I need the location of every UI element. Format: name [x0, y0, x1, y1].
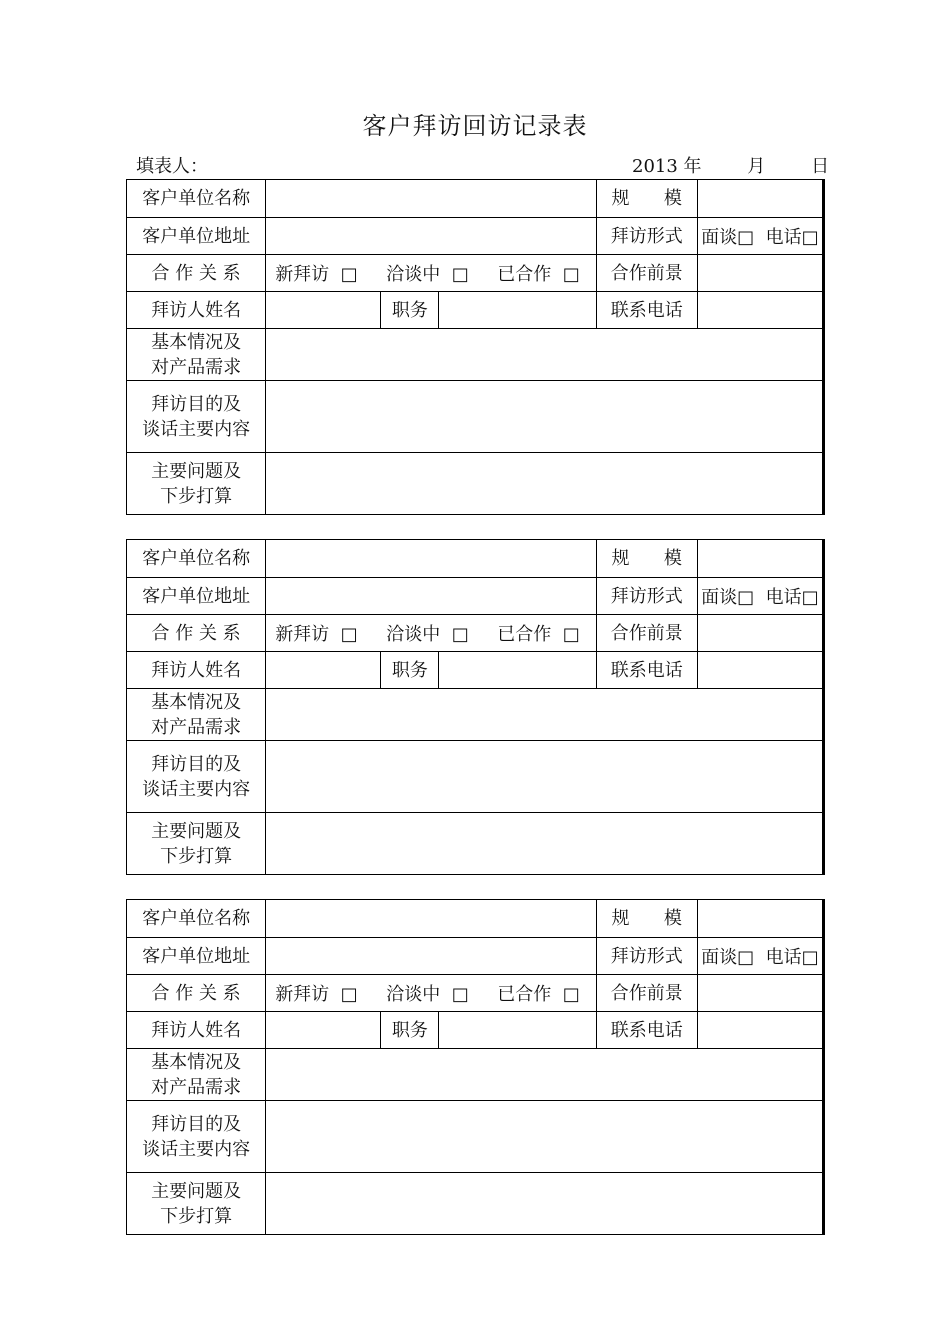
- basic-info-field[interactable]: [266, 689, 824, 741]
- scale-label: 规 模: [596, 180, 697, 218]
- customer-address-label: 客户单位地址: [127, 938, 266, 975]
- visit-form-options[interactable]: 面谈□ 电话□: [697, 938, 823, 975]
- issues-label-line1: 主要问题及: [151, 460, 242, 482]
- issues-label: [127, 813, 266, 875]
- prospect-label: 合作前景: [596, 615, 697, 652]
- visit-record-table-1: [126, 179, 825, 515]
- customer-name-label: 客户单位名称: [127, 540, 266, 578]
- customer-name-label: 客户单位名称: [127, 180, 266, 218]
- customer-address-field[interactable]: [266, 938, 596, 975]
- customer-name-field[interactable]: [266, 540, 596, 578]
- visit-form-label: 拜访形式: [596, 938, 697, 975]
- visitor-name-label: 拜访人姓名: [127, 1012, 266, 1049]
- issues-label-line2: 下步打算: [160, 485, 233, 507]
- phone-label: 联系电话: [596, 1012, 697, 1049]
- purpose-label-line2: 谈话主要内容: [142, 778, 251, 800]
- purpose-label-line1: 拜访目的及: [151, 753, 242, 775]
- purpose-label: [127, 741, 266, 813]
- visitor-name-field[interactable]: [266, 652, 381, 689]
- issues-label: [127, 453, 266, 515]
- customer-address-field[interactable]: [266, 578, 596, 615]
- basic-info-label: [127, 689, 266, 741]
- position-label: 职务: [381, 652, 439, 689]
- visit-form-label: 拜访形式: [596, 218, 697, 255]
- prospect-field[interactable]: [697, 975, 823, 1012]
- filler-label: 填表人：: [136, 156, 208, 177]
- cooperation-label: 合 作 关 系: [127, 615, 266, 652]
- visit-form-options[interactable]: 面谈□ 电话□: [697, 578, 823, 615]
- cooperation-options[interactable]: 新拜访 □ 洽谈中 □ 已合作 □: [266, 975, 596, 1012]
- phone-field[interactable]: [697, 1012, 823, 1049]
- page-title: 客户拜访回访记录表: [362, 112, 588, 140]
- cooperation-label: 合 作 关 系: [127, 975, 266, 1012]
- purpose-label-line1: 拜访目的及: [151, 393, 242, 415]
- visit-record-table-2: [126, 539, 825, 875]
- phone-label: 联系电话: [596, 652, 697, 689]
- date-line: 2013 年 月 日: [632, 156, 830, 177]
- visit-form-options[interactable]: 面谈□ 电话□: [697, 218, 823, 255]
- phone-field[interactable]: [697, 292, 823, 329]
- prospect-field[interactable]: [697, 615, 823, 652]
- prospect-label: 合作前景: [596, 255, 697, 292]
- customer-address-field[interactable]: [266, 218, 596, 255]
- basic-info-label-line1: 基本情况及: [151, 331, 242, 353]
- visitor-name-label: 拜访人姓名: [127, 652, 266, 689]
- purpose-field[interactable]: [266, 381, 824, 453]
- basic-info-label-line2: 对产品需求: [151, 716, 242, 738]
- issues-label: [127, 1173, 266, 1235]
- purpose-label: [127, 1101, 266, 1173]
- customer-name-label: 客户单位名称: [127, 900, 266, 938]
- visitor-name-field[interactable]: [266, 292, 381, 329]
- basic-info-label-line2: 对产品需求: [151, 356, 242, 378]
- scale-field[interactable]: [697, 540, 823, 578]
- basic-info-label: [127, 1049, 266, 1101]
- issues-label-line1: 主要问题及: [151, 820, 242, 842]
- cooperation-options[interactable]: 新拜访 □ 洽谈中 □ 已合作 □: [266, 615, 596, 652]
- issues-label-line2: 下步打算: [160, 1205, 233, 1227]
- position-field[interactable]: [439, 1012, 596, 1049]
- visit-record-table-3: [126, 899, 825, 1235]
- basic-info-label-line2: 对产品需求: [151, 1076, 242, 1098]
- issues-label-line1: 主要问题及: [151, 1180, 242, 1202]
- purpose-label-line2: 谈话主要内容: [142, 418, 251, 440]
- scale-field[interactable]: [697, 180, 823, 218]
- purpose-label: [127, 381, 266, 453]
- issues-field[interactable]: [266, 1173, 824, 1235]
- visit-form-label: 拜访形式: [596, 578, 697, 615]
- prospect-field[interactable]: [697, 255, 823, 292]
- prospect-label: 合作前景: [596, 975, 697, 1012]
- issues-field[interactable]: [266, 813, 824, 875]
- customer-name-field[interactable]: [266, 180, 596, 218]
- basic-info-label-line1: 基本情况及: [151, 691, 242, 713]
- position-label: 职务: [381, 292, 439, 329]
- basic-info-label-line1: 基本情况及: [151, 1051, 242, 1073]
- scale-label: 规 模: [596, 540, 697, 578]
- position-field[interactable]: [439, 292, 596, 329]
- visitor-name-field[interactable]: [266, 1012, 381, 1049]
- scale-field[interactable]: [697, 900, 823, 938]
- customer-address-label: 客户单位地址: [127, 578, 266, 615]
- scale-label: 规 模: [596, 900, 697, 938]
- cooperation-label: 合 作 关 系: [127, 255, 266, 292]
- purpose-field[interactable]: [266, 741, 824, 813]
- issues-field[interactable]: [266, 453, 824, 515]
- basic-info-field[interactable]: [266, 329, 824, 381]
- purpose-label-line2: 谈话主要内容: [142, 1138, 251, 1160]
- cooperation-options[interactable]: 新拜访 □ 洽谈中 □ 已合作 □: [266, 255, 596, 292]
- issues-label-line2: 下步打算: [160, 845, 233, 867]
- phone-field[interactable]: [697, 652, 823, 689]
- basic-info-field[interactable]: [266, 1049, 824, 1101]
- customer-name-field[interactable]: [266, 900, 596, 938]
- basic-info-label: [127, 329, 266, 381]
- visitor-name-label: 拜访人姓名: [127, 292, 266, 329]
- position-label: 职务: [381, 1012, 439, 1049]
- customer-address-label: 客户单位地址: [127, 218, 266, 255]
- phone-label: 联系电话: [596, 292, 697, 329]
- purpose-label-line1: 拜访目的及: [151, 1113, 242, 1135]
- position-field[interactable]: [439, 652, 596, 689]
- purpose-field[interactable]: [266, 1101, 824, 1173]
